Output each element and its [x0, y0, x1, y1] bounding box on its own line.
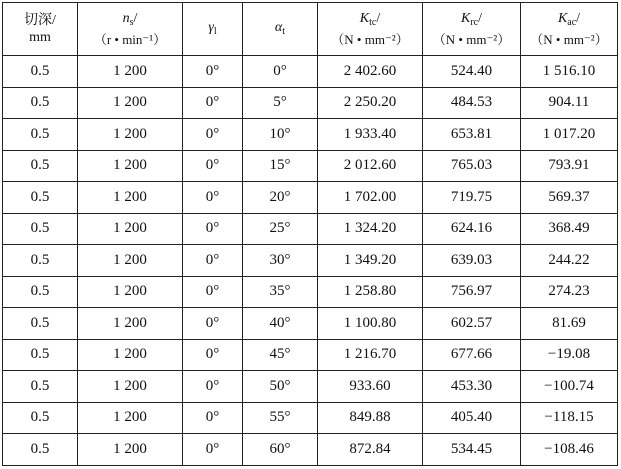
table-row [3, 339, 618, 371]
cell-alpha: 35° [243, 276, 318, 308]
cell-gamma: 0° [183, 276, 243, 308]
cell-ktc: 1 349.20 [318, 245, 423, 277]
cell-speed: 1 200 [78, 371, 183, 403]
cell-kac: 368.49 [521, 213, 618, 245]
cell-speed: 1 200 [78, 150, 183, 182]
cell-gamma: 0° [183, 119, 243, 151]
table-row [3, 308, 618, 340]
cell-depth: 0.5 [3, 213, 78, 245]
cell-speed: 1 200 [78, 119, 183, 151]
header-row [3, 3, 618, 56]
header-gamma [183, 3, 243, 56]
cell-speed: 1 200 [78, 434, 183, 466]
cell-alpha: 55° [243, 402, 318, 434]
cell-krc: 677.66 [423, 339, 521, 371]
header-kac-unit: （N • mm⁻²） [530, 32, 608, 47]
cell-speed: 1 200 [78, 402, 183, 434]
cell-kac: 1 017.20 [521, 119, 618, 151]
header-ktc-unit: （N • mm⁻²） [331, 32, 409, 47]
header-depth-line1: 切深/ [24, 13, 56, 28]
cell-kac: 274.23 [521, 276, 618, 308]
header-alpha-symbol: α [274, 19, 283, 35]
cell-kac: −19.08 [521, 339, 618, 371]
cell-alpha: 5° [243, 87, 318, 119]
cell-krc: 639.03 [423, 245, 521, 277]
table-row [3, 245, 618, 277]
header-ktc-slash: / [376, 11, 381, 26]
header-kac-subscript: ac [567, 17, 577, 28]
header-speed-symbol: n [122, 11, 130, 26]
cell-ktc: 1 258.80 [318, 276, 423, 308]
cell-speed: 1 200 [78, 213, 183, 245]
table-row [3, 434, 618, 466]
header-kac-symbol: K [557, 11, 568, 26]
header-kac [521, 3, 618, 56]
cell-depth: 0.5 [3, 56, 78, 88]
cell-kac: 904.11 [521, 87, 618, 119]
cell-depth: 0.5 [3, 434, 78, 466]
header-ktc-subscript: tc [369, 17, 377, 28]
cell-gamma: 0° [183, 339, 243, 371]
cell-krc: 405.40 [423, 402, 521, 434]
cell-gamma: 0° [183, 245, 243, 277]
cell-depth: 0.5 [3, 182, 78, 214]
cell-gamma: 0° [183, 87, 243, 119]
cell-krc: 534.45 [423, 434, 521, 466]
cell-ktc: 1 702.00 [318, 182, 423, 214]
cell-alpha: 20° [243, 182, 318, 214]
cell-depth: 0.5 [3, 87, 78, 119]
cell-krc: 453.30 [423, 371, 521, 403]
cell-kac: 81.69 [521, 308, 618, 340]
table-row [3, 182, 618, 214]
cell-ktc: 933.60 [318, 371, 423, 403]
cell-gamma: 0° [183, 434, 243, 466]
header-speed-subscript: s [129, 17, 134, 28]
table-row [3, 150, 618, 182]
table-row [3, 87, 618, 119]
cutting-coefficients-table [2, 2, 618, 466]
cell-krc: 624.16 [423, 213, 521, 245]
header-krc [423, 3, 521, 56]
cell-speed: 1 200 [78, 276, 183, 308]
header-krc-subscript: rc [470, 17, 479, 28]
cell-krc: 602.57 [423, 308, 521, 340]
cell-gamma: 0° [183, 150, 243, 182]
table-row [3, 276, 618, 308]
cell-speed: 1 200 [78, 182, 183, 214]
cell-alpha: 40° [243, 308, 318, 340]
table-row [3, 371, 618, 403]
cell-kac: 244.22 [521, 245, 618, 277]
cell-ktc: 2 012.60 [318, 150, 423, 182]
cell-kac: 793.91 [521, 150, 618, 182]
cell-alpha: 15° [243, 150, 318, 182]
cell-kac: 569.37 [521, 182, 618, 214]
cell-gamma: 0° [183, 56, 243, 88]
cell-ktc: 2 250.20 [318, 87, 423, 119]
cell-ktc: 1 216.70 [318, 339, 423, 371]
cell-speed: 1 200 [78, 308, 183, 340]
cell-depth: 0.5 [3, 371, 78, 403]
header-krc-unit: （N • mm⁻²） [432, 32, 511, 47]
table-row [3, 402, 618, 434]
header-depth-line2: mm [29, 30, 51, 45]
table-body [3, 56, 618, 466]
cell-depth: 0.5 [3, 150, 78, 182]
cell-depth: 0.5 [3, 245, 78, 277]
cell-krc: 484.53 [423, 87, 521, 119]
cell-kac: −108.46 [521, 434, 618, 466]
header-krc-slash: / [478, 11, 482, 26]
cell-depth: 0.5 [3, 402, 78, 434]
cell-krc: 765.03 [423, 150, 521, 182]
header-speed-unit: （r • min⁻¹） [93, 32, 167, 47]
cell-depth: 0.5 [3, 119, 78, 151]
cell-ktc: 1 324.20 [318, 213, 423, 245]
cell-speed: 1 200 [78, 87, 183, 119]
header-speed-slash: / [133, 11, 138, 26]
cell-ktc: 849.88 [318, 402, 423, 434]
header-speed [78, 3, 183, 56]
header-kac-slash: / [576, 11, 581, 26]
cell-depth: 0.5 [3, 339, 78, 371]
cell-krc: 653.81 [423, 119, 521, 151]
cell-speed: 1 200 [78, 56, 183, 88]
cell-kac: −100.74 [521, 371, 618, 403]
header-gamma-symbol: γ [208, 19, 214, 35]
header-gamma-subscript: l [213, 25, 217, 37]
cell-gamma: 0° [183, 182, 243, 214]
table-row [3, 213, 618, 245]
cell-speed: 1 200 [78, 245, 183, 277]
cell-krc: 524.40 [423, 56, 521, 88]
table-row [3, 119, 618, 151]
table-row [3, 56, 618, 88]
cell-gamma: 0° [183, 402, 243, 434]
cell-alpha: 50° [243, 371, 318, 403]
cell-gamma: 0° [183, 213, 243, 245]
header-alpha [243, 3, 318, 56]
cell-speed: 1 200 [78, 339, 183, 371]
header-krc-symbol: K [460, 11, 471, 26]
header-alpha-subscript: t [282, 25, 286, 37]
cell-alpha: 60° [243, 434, 318, 466]
cell-alpha: 25° [243, 213, 318, 245]
cell-depth: 0.5 [3, 308, 78, 340]
cell-kac: −118.15 [521, 402, 618, 434]
cell-gamma: 0° [183, 308, 243, 340]
cell-gamma: 0° [183, 371, 243, 403]
cell-ktc: 1 100.80 [318, 308, 423, 340]
cell-krc: 756.97 [423, 276, 521, 308]
cell-depth: 0.5 [3, 276, 78, 308]
cell-alpha: 0° [243, 56, 318, 88]
cell-alpha: 10° [243, 119, 318, 151]
cell-ktc: 2 402.60 [318, 56, 423, 88]
cell-kac: 1 516.10 [521, 56, 618, 88]
cell-alpha: 45° [243, 339, 318, 371]
cell-ktc: 1 933.40 [318, 119, 423, 151]
cell-alpha: 30° [243, 245, 318, 277]
header-ktc [318, 3, 423, 56]
header-depth [3, 3, 78, 56]
cell-ktc: 872.84 [318, 434, 423, 466]
cell-krc: 719.75 [423, 182, 521, 214]
header-ktc-symbol: K [359, 11, 370, 26]
